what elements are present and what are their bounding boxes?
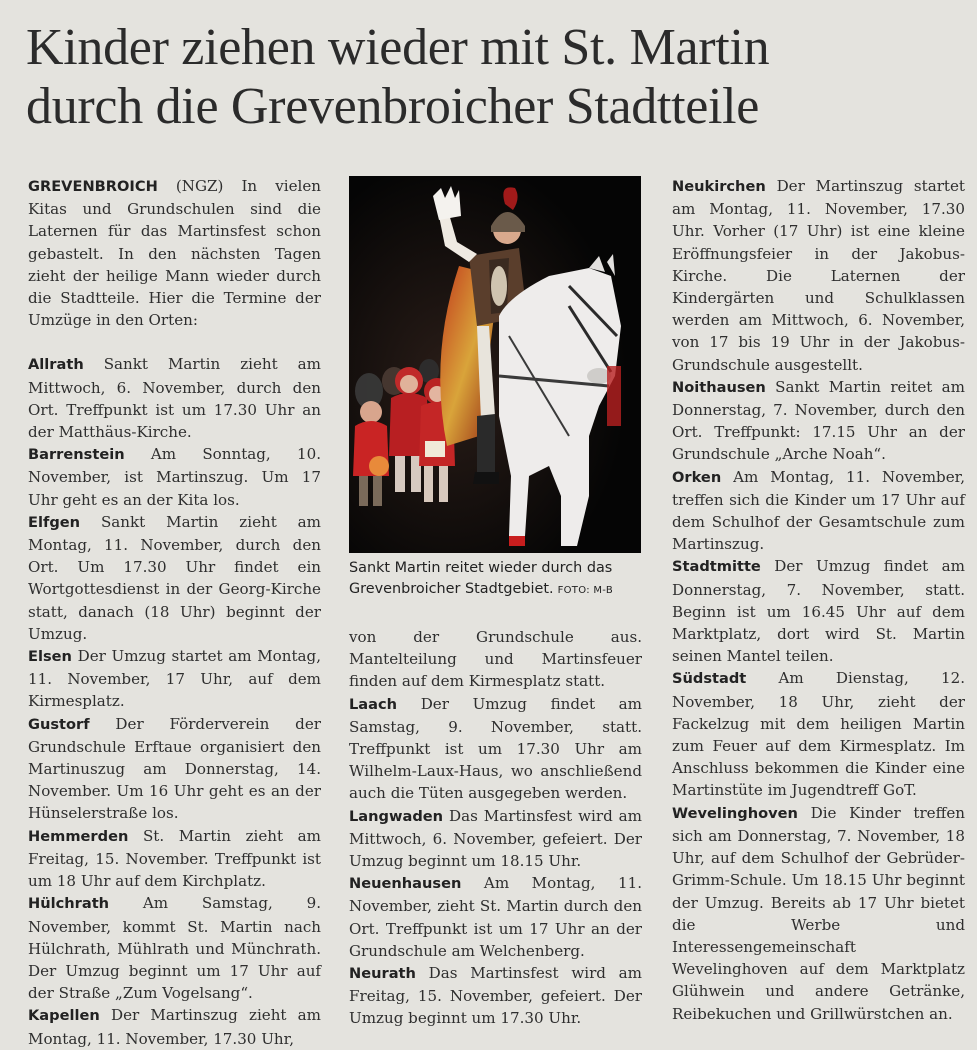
photo-credit: FOTO: M-B bbox=[557, 585, 613, 596]
entry-text: Das Martinsfest wird am Mittwoch, 6. November, gefeiert. Der Umzug beginnt um 18.15 Uhr. bbox=[349, 806, 642, 871]
entry-text: Am Dienstag, 12. November, 18 Uhr, zieht der Fackelzug mit dem heiligen Martin zum Feuer auf dem Kirmesplatz. Im Anschluss bekommen die Kinder eine Martinstüte im Jugendtreff GoT. bbox=[672, 669, 965, 800]
entry-text: Am Sonntag, 10. November, ist Martinszug. Um 17 Uhr geht es an der Kita los. bbox=[28, 445, 321, 509]
entry-text: Am Montag, 11. November, treffen sich die Kinder um 17 Uhr auf dem Schulhof der Gesamtschule zum Martinszug. bbox=[672, 467, 965, 554]
column-2-entries bbox=[349, 626, 642, 1030]
schedule-entry bbox=[349, 626, 642, 693]
entry-text: Der Martinszug zieht am Montag, 11. November, 17.30 Uhr, bbox=[28, 1006, 321, 1048]
place-name: Stadtmitte bbox=[672, 558, 761, 576]
column-1-entries bbox=[28, 353, 321, 1049]
entry-text: Am Montag, 11. November, zieht St. Martin durch den Ort. Treffpunkt ist um 17 Uhr an der Grundschule am Welchenberg. bbox=[349, 874, 642, 960]
place-name: Elfgen bbox=[28, 513, 81, 531]
place-name: Neurath bbox=[349, 965, 416, 983]
headline-line-2: durch die Grevenbroicher Stadtteile bbox=[26, 78, 760, 135]
dateline: GREVENBROICH bbox=[28, 178, 158, 195]
photo-caption bbox=[349, 558, 649, 601]
entry-text: Der Förderverein der Grundschule Erftaue organisiert den Martinuszug am Donnerstag, 14. November. Um 16 Uhr geht es an der Hünselerstraße los. bbox=[28, 714, 321, 823]
schedule-entry bbox=[28, 511, 321, 645]
entry-text: Der Martinszug startet am Montag, 11. November, 17.30 Uhr. Vorher (17 Uhr) ist eine kleine Eröffnungsfeier in der Jakobus-Kirche. Die Laternen der Kindergärten und Schulklassen werden am Mittwoch, 6. November, von 17 bis 19 Uhr in der Jakobus-Grundschule ausgestellt. bbox=[672, 177, 965, 374]
column-3-entries bbox=[672, 175, 965, 1025]
lantern bbox=[607, 366, 621, 426]
entry-text: Sankt Martin zieht am Montag, 11. November, durch den Ort. Um 17.30 Uhr findet ein Wortgottesdienst in der Georg-Kirche statt, danach (18 Uhr) beginnt der Umzug. bbox=[28, 512, 321, 643]
schedule-entry bbox=[28, 825, 321, 893]
st-martin-on-horse-image bbox=[349, 176, 641, 553]
entry-text: St. Martin zieht am Freitag, 15. November. Treffpunkt ist um 18 Uhr auf dem Kirchplatz. bbox=[28, 826, 321, 891]
place-name: Elsen bbox=[28, 648, 72, 666]
schedule-entry bbox=[672, 667, 965, 801]
schedule-entry bbox=[349, 872, 642, 962]
entry-text: Sankt Martin zieht am Mittwoch, 6. November, durch den Ort. Treffpunkt ist um 17.30 Uhr an der Matthäus-Kirche. bbox=[28, 355, 321, 442]
article-column-1 bbox=[28, 175, 321, 1050]
schedule-entry bbox=[28, 892, 321, 1004]
schedule-entry bbox=[672, 376, 965, 466]
article-column-3 bbox=[672, 175, 965, 1025]
entry-text: Der Umzug findet am Donnerstag, 7. November, statt. Beginn ist um 16.45 Uhr auf dem Marktplatz, dort wird St. Martin seinen Mantel teilen. bbox=[672, 557, 965, 666]
place-name: Laach bbox=[349, 695, 398, 713]
entry-text: Sankt Martin reitet am Donnerstag, 7. November, durch den Ort. Treffpunkt: 17.15 Uhr an der Grundschule „Arche Noah“. bbox=[672, 377, 965, 464]
schedule-entry bbox=[28, 443, 321, 511]
entry-text: Der Umzug startet am Montag, 11. November, 17 Uhr, auf dem Kirmesplatz. bbox=[28, 647, 321, 711]
schedule-entry bbox=[28, 713, 321, 825]
entry-text: Der Umzug findet am Samstag, 9. November, statt. Treffpunkt ist um 17.30 Uhr am Wilhelm-Laux-Haus, wo anschließend auch die Tüten ausgegeben werden. bbox=[349, 694, 642, 803]
headline-line-1: Kinder ziehen wieder mit St. Martin bbox=[26, 19, 770, 76]
place-name: Hülchrath bbox=[28, 895, 110, 913]
entry-text: Das Martinsfest wird am Freitag, 15. November, gefeiert. Der Umzug beginnt um 17.30 Uhr. bbox=[349, 964, 642, 1028]
place-name: Wevelinghoven bbox=[672, 804, 798, 822]
schedule-entry bbox=[672, 175, 965, 376]
place-name: Langwaden bbox=[349, 807, 444, 825]
place-name: Allrath bbox=[28, 356, 84, 374]
place-name: Neuenhausen bbox=[349, 875, 462, 893]
place-name: Hemmerden bbox=[28, 827, 129, 845]
schedule-entry bbox=[672, 802, 965, 1025]
headline bbox=[26, 18, 966, 136]
caption-text: Sankt Martin reitet wieder durch das Grevenbroicher Stadtgebiet. bbox=[349, 560, 613, 597]
place-name: Noithausen bbox=[672, 378, 766, 396]
schedule-entry bbox=[28, 1004, 321, 1049]
schedule-entry bbox=[349, 805, 642, 873]
intro-text: (NGZ) In vielen Kitas und Grundschulen sind die Laternen für das Martinsfest schon gebastelt. In den nächsten Tagen zieht der heilige Mann wieder durch die Stadtteile. Hier die Termine der Umzüge in den Orten: bbox=[28, 177, 321, 330]
schedule-entry bbox=[672, 555, 965, 667]
entry-text: Am Samstag, 9. November, kommt St. Martin nach Hülchrath, Mühlrath und Münchrath. Der Umzug beginnt um 17 Uhr auf der Straße „Zum Vogelsang“. bbox=[28, 894, 321, 1003]
schedule-entry bbox=[349, 962, 642, 1030]
schedule-entry bbox=[672, 466, 965, 556]
entry-text: von der Grundschule aus. Mantelteilung und Martinsfeuer finden auf dem Kirmesplatz statt. bbox=[349, 628, 642, 691]
schedule-entry bbox=[28, 645, 321, 713]
article-photo bbox=[349, 176, 641, 553]
schedule-entry bbox=[349, 693, 642, 805]
article-column-2 bbox=[349, 626, 642, 1030]
place-name: Barrenstein bbox=[28, 446, 125, 464]
place-name: Südstadt bbox=[672, 670, 747, 688]
entry-text: Die Kinder treffen sich am Donnerstag, 7. November, 18 Uhr, auf dem Schulhof der Gebrüder-Grimm-Schule. Um 18.15 Uhr beginnt der Umzug. Bereits ab 17 Uhr bietet die Werbe und Interessengemeinschaft Wevelinghoven auf dem Marktplatz Glühwein und andere Getränke, Reibekuchen und Grillwürstchen an. bbox=[672, 803, 965, 1023]
place-name: Gustorf bbox=[28, 715, 90, 733]
schedule-entry bbox=[28, 353, 321, 443]
place-name: Orken bbox=[672, 468, 722, 486]
place-name: Kapellen bbox=[28, 1007, 100, 1025]
intro-paragraph bbox=[28, 175, 321, 331]
place-name: Neukirchen bbox=[672, 178, 766, 195]
